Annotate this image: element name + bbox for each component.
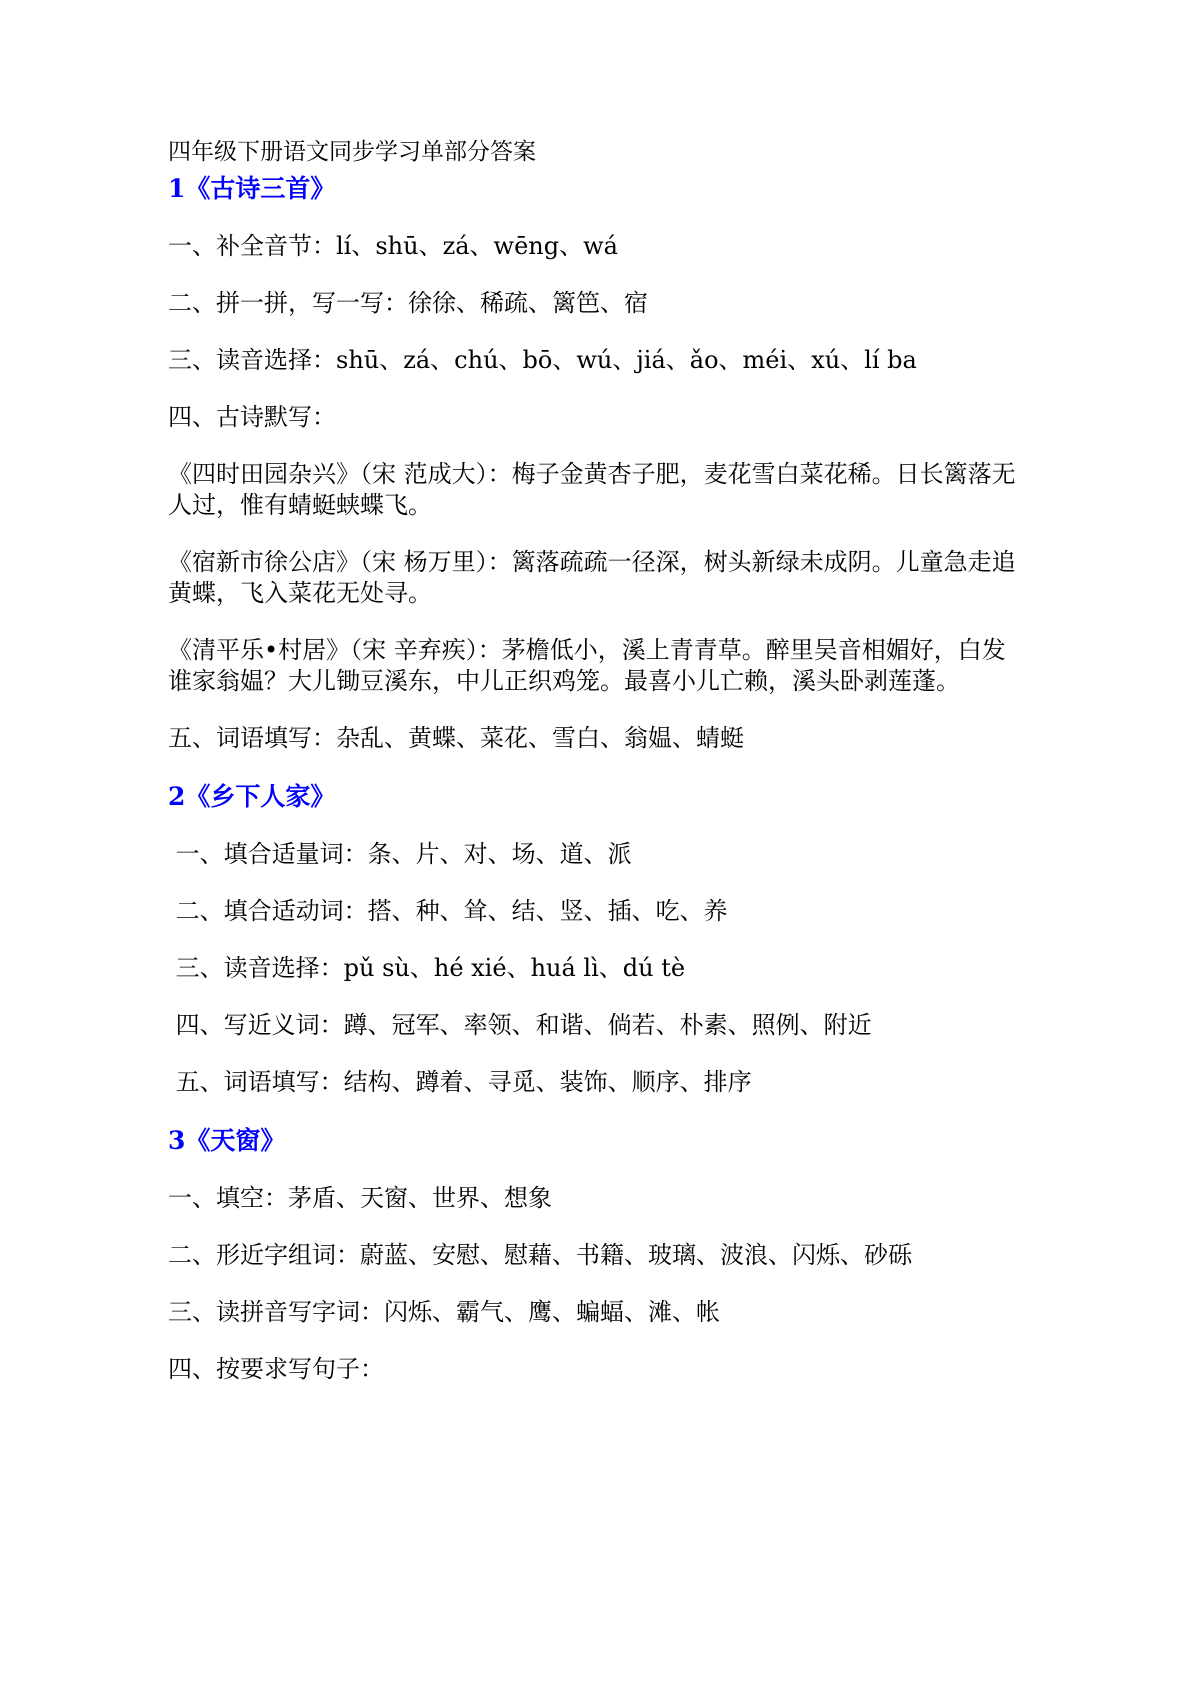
answer-paragraph: 一、填合适量词：条、片、对、场、道、派: [168, 840, 632, 868]
answer-paragraph: 二、拼一拼，写一写：徐徐、稀疏、篱笆、宿: [168, 289, 648, 317]
section-heading: 3《天窗》: [168, 1126, 286, 1155]
answer-paragraph: 一、补全音节：lí、shū、zá、wēng、wá: [168, 232, 618, 260]
sections-container: [168, 173, 1024, 1385]
answer-paragraph: 《清平乐•村居》（宋 辛弃疾）：茅檐低小，溪上青青草。醉里吴音相媚好，白发谁家翁媪？大儿锄豆溪东，中儿正织鸡笼。最喜小儿亡赖，溪头卧剥莲蓬。: [168, 636, 1006, 695]
answer-paragraph: 三、读音选择：shū、zá、chú、bō、wú、jiá、ǎo、méi、xú、lí ba: [168, 346, 917, 374]
answer-paragraph: 《宿新市徐公店》（宋 杨万里）：篱落疏疏一径深，树头新绿未成阴。儿童急走追黄蝶，飞入菜花无处寻。: [168, 548, 1016, 607]
answer-paragraph: 四、古诗默写：: [168, 403, 336, 431]
answer-paragraph: 二、形近字组词：蔚蓝、安慰、慰藉、书籍、玻璃、波浪、闪烁、砂砾: [168, 1241, 912, 1269]
answer-paragraph: 三、读拼音写字词：闪烁、霸气、鹰、蝙蝠、滩、帐: [168, 1298, 720, 1326]
section-heading: 2《乡下人家》: [168, 782, 336, 811]
answer-paragraph: 五、词语填写：结构、蹲着、寻觅、装饰、顺序、排序: [168, 1068, 752, 1096]
answer-paragraph: 二、填合适动词：搭、种、耸、结、竖、插、吃、养: [168, 897, 728, 925]
answer-paragraph: 三、读音选择：pǔ sù、hé xié、huá lì、dú tè: [168, 954, 686, 982]
document-title: 四年级下册语文同步学习单部分答案: [168, 139, 536, 165]
answer-paragraph: 《四时田园杂兴》（宋 范成大）：梅子金黄杏子肥，麦花雪白菜花稀。日长篱落无人过，惟有蜻蜓蛱蝶飞。: [168, 460, 1016, 519]
answer-paragraph: 四、按要求写句子：: [168, 1355, 384, 1383]
answer-paragraph: 一、填空：茅盾、天窗、世界、想象: [168, 1184, 552, 1212]
answer-paragraph: 四、写近义词：蹲、冠军、率领、和谐、倘若、朴素、照例、附近: [168, 1011, 872, 1039]
section-heading: 1《古诗三首》: [168, 174, 336, 203]
answer-paragraph: 五、词语填写：杂乱、黄蝶、菜花、雪白、翁媪、蜻蜓: [168, 724, 744, 752]
